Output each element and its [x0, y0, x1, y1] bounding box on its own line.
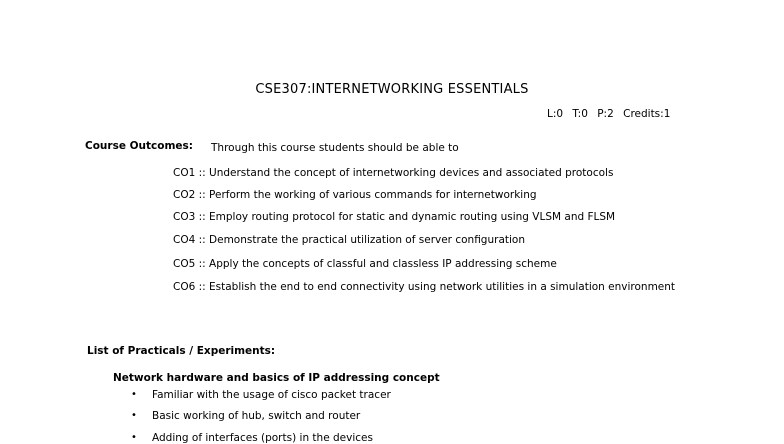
practicals-heading: List of Practicals / Experiments: [87, 345, 276, 357]
bullet-icon: • [131, 410, 137, 421]
practical-item-1: Familiar with the usage of cisco packet tracer [152, 389, 391, 401]
course-outcome-5: CO5 :: Apply the concepts of classful and classless IP addressing scheme [173, 258, 557, 270]
course-outcome-1: CO1 :: Understand the concept of internetworking devices and associated protocols [173, 167, 614, 179]
course-outcome-4: CO4 :: Demonstrate the practical utilization of server configuration [173, 234, 525, 246]
course-outcome-6: CO6 :: Establish the end to end connectivity using network utilities in a simulation environment [173, 281, 676, 293]
course-title: CSE307:INTERNETWORKING ESSENTIALS [255, 82, 529, 97]
practical-item-3: Adding of interfaces (ports) in the devices [152, 432, 373, 444]
practicals-section-title: Network hardware and basics of IP addressing concept [113, 372, 440, 384]
course-outcomes-heading: Course Outcomes: [85, 140, 193, 152]
course-outcome-2: CO2 :: Perform the working of various commands for internetworking [173, 189, 537, 201]
course-outcomes-intro: Through this course students should be able to [211, 142, 459, 154]
bullet-icon: • [131, 432, 137, 443]
course-outcome-3: CO3 :: Employ routing protocol for static and dynamic routing using VLSM and FLSM [173, 211, 616, 223]
course-ltp-credits: L:0 T:0 P:2 Credits:1 [547, 108, 671, 120]
practical-item-2: Basic working of hub, switch and router [152, 410, 361, 422]
bullet-icon: • [131, 389, 137, 400]
